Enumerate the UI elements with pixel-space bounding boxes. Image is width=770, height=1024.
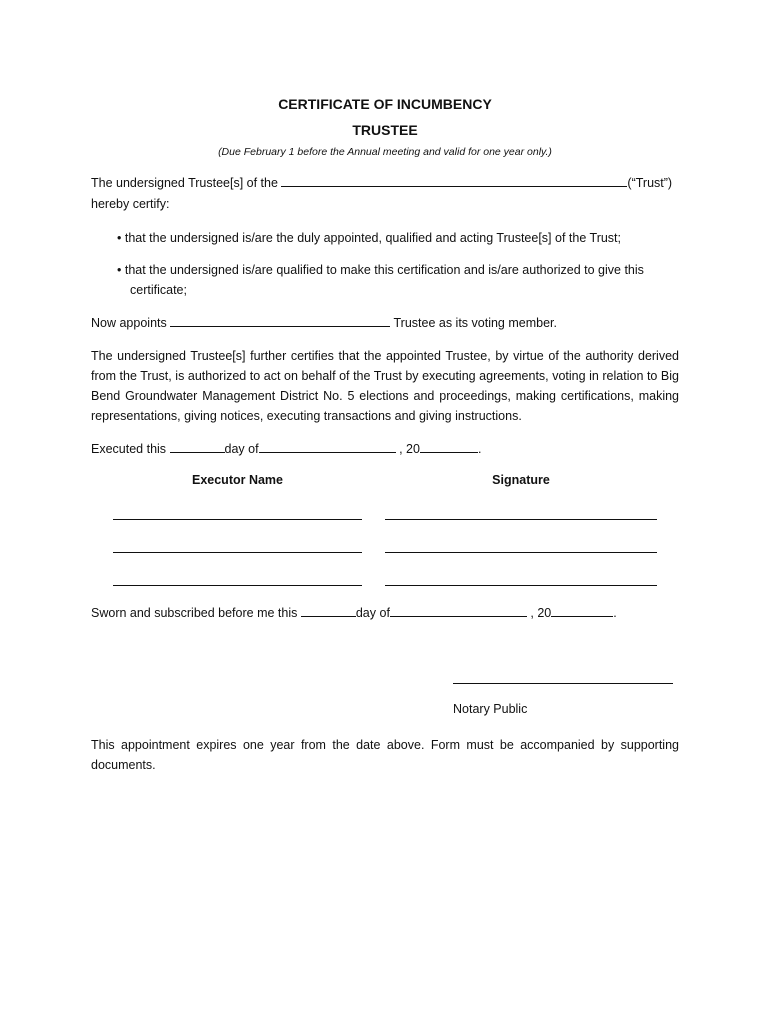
sworn-day-label: day of [355,606,390,620]
sworn-year-field[interactable] [551,603,613,617]
document-subtitle-trustee: TRUSTEE [352,122,418,138]
executed-end: . [477,442,482,456]
executor-name-header: Executor Name [191,473,283,487]
executed-year-label: , 20 [399,442,420,456]
certifies-paragraph: The undersigned Trustee[s] further certifies that the appointed Trustee, by virtue of the authority derived from the Trust, is authorized to act on behalf of the Trust by executing agreements, voting in relation to Big Bend Groundwater Management District No. 5 elections and proceedings, making certifications, making representations, giving notices, executing transactions and giving instructions. [91,349,679,423]
appoints-prefix: Now appoints [91,316,167,330]
bullet-item-2 [117,260,679,300]
executed-day-label: day of [224,442,259,456]
signature-line-2[interactable] [385,552,657,553]
executed-year-field[interactable] [420,439,478,453]
due-date-note: (Due February 1 before the Annual meeting and valid for one year only.) [218,146,552,158]
sworn-day-field[interactable] [301,603,356,617]
executor-name-line-2[interactable] [113,552,362,553]
bullet-item-2-line1: • that the undersigned is/are qualified to make this certification and is/are authorized to give this [117,263,644,277]
executor-name-line-3[interactable] [113,585,362,586]
appoints-suffix: Trustee as its voting member. [393,316,557,330]
signature-line-3[interactable] [385,585,657,586]
sworn-end: . [613,606,617,620]
appoints-line [91,313,679,333]
notary-public-label: Notary Public [453,702,528,716]
intro-prefix: The undersigned Trustee[s] of the [91,176,278,190]
executed-line [91,439,679,459]
sworn-year-label: , 20 [530,606,552,620]
intro-suffix: (“Trust”) [627,176,673,190]
signature-header: Signature [492,473,550,487]
executed-day-field[interactable] [170,439,225,453]
executed-prefix: Executed this [91,442,167,456]
document-title: CERTIFICATE OF INCUMBENCY [278,96,492,112]
bullet-item-2-line2: certificate; [130,283,187,297]
expiry-paragraph: This appointment expires one year from the date above. Form must be accompanied by supporting documents. [91,738,679,772]
notary-signature-line[interactable] [453,683,673,684]
intro-line-2: hereby certify: [91,197,170,211]
intro-line [91,173,679,193]
sworn-month-field[interactable] [390,603,527,617]
executor-name-line-1[interactable] [113,519,362,520]
sworn-line [91,603,679,623]
sworn-prefix: Sworn and subscribed before me this [91,606,298,620]
executed-month-field[interactable] [259,439,396,453]
trust-name-field[interactable] [281,173,627,187]
signature-line-1[interactable] [385,519,657,520]
appointed-trustee-field[interactable] [170,313,390,327]
bullet-item-1: • that the undersigned is/are the duly appointed, qualified and acting Trustee[s] of the Trust; [117,231,622,245]
